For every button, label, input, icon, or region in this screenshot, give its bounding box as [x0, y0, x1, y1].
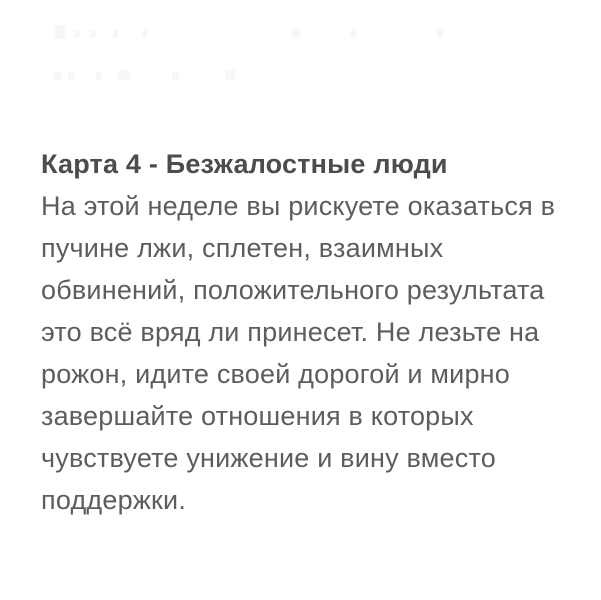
- ghost-text-fragment: [55, 25, 65, 39]
- body-text-line: чувствуете унижение и вину вместо: [41, 443, 496, 473]
- ghost-text-fragment: [74, 30, 80, 38]
- body-text-line: На этой неделе вы рискуете оказаться в: [41, 191, 556, 221]
- ghost-text-fragment: [118, 70, 130, 80]
- body-text-line: завершайте отношения в которых: [41, 401, 474, 431]
- ghost-text-fragment: [90, 30, 96, 38]
- body-text-line: рожон, идите своей дорогой и мирно: [41, 359, 511, 389]
- ghost-text-fragment: [350, 30, 356, 38]
- ghost-text-fragment: [68, 72, 74, 80]
- ghost-text-fragment: [225, 70, 235, 80]
- body-text-line: поддержки.: [41, 485, 187, 515]
- body-text-line: пучине лжи, сплетен, взаимных: [41, 233, 444, 263]
- ghost-text-fragment: [113, 30, 118, 38]
- body-text-line: обвинений, положительного результата: [41, 275, 545, 305]
- faded-ghost-text: [0, 0, 601, 100]
- ghost-text-fragment: [142, 30, 147, 38]
- ghost-text-fragment: [437, 30, 443, 38]
- card-title: Карта 4 - Безжалостные люди: [41, 149, 448, 179]
- ghost-text-fragment: [54, 72, 62, 80]
- ghost-text-fragment: [172, 72, 179, 80]
- ghost-text-fragment: [96, 72, 102, 80]
- ghost-text-fragment: [292, 30, 300, 38]
- horoscope-text-block: [41, 143, 571, 521]
- body-text-line: это всё вряд ли принесет. Не лезьте на: [41, 317, 540, 347]
